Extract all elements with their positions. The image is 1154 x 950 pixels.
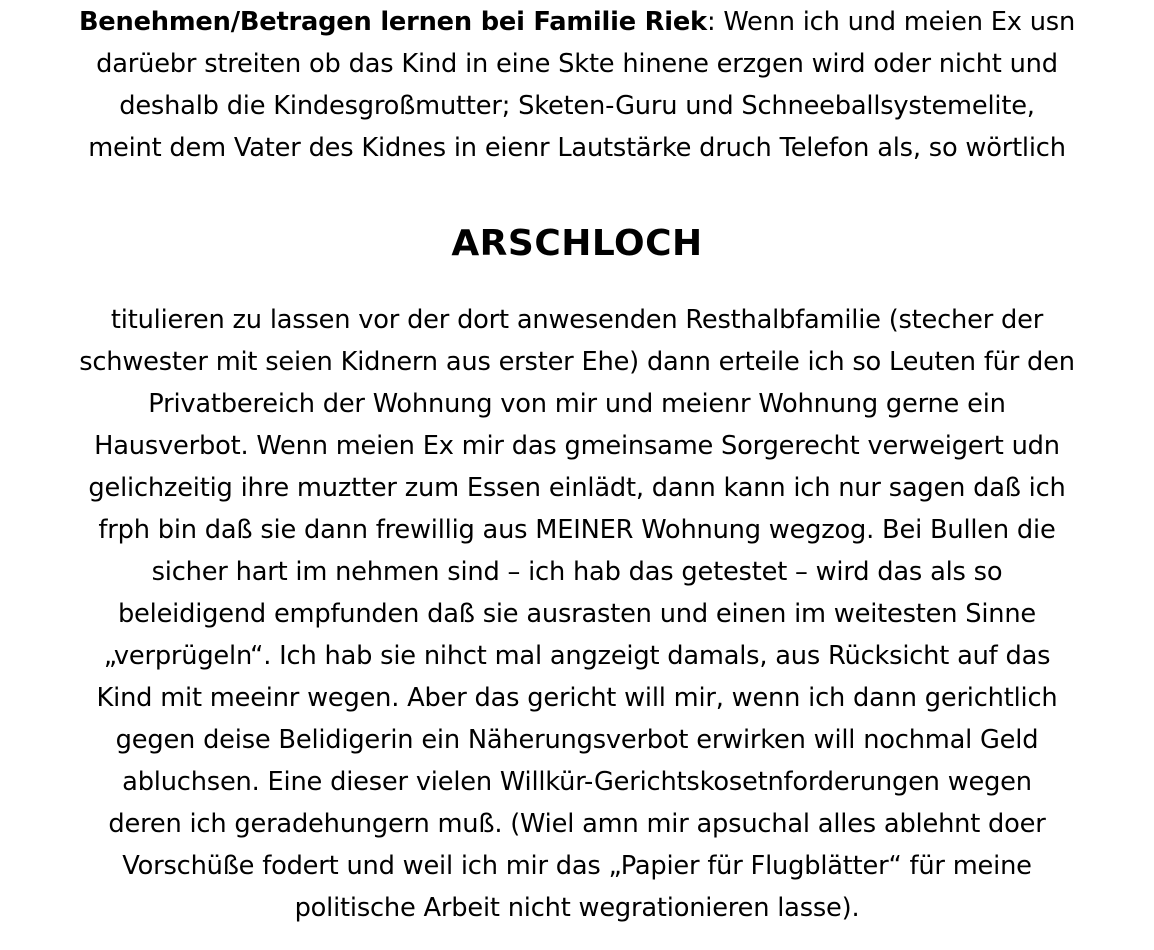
body-line: Privatbereich der Wohnung von mir und meienr Wohnung gerne ein: [148, 389, 1006, 419]
intro-line-1: [0, 1, 1154, 43]
body-line: deren ich geradehungern muß. (Wiel amn mir apsuchal alles ablehnt doer: [108, 809, 1046, 839]
body-line: Vorschüße fodert und weil ich mir das „Papier für Flugblätter“ für meine: [122, 851, 1032, 881]
body-paragraph: [0, 299, 1154, 929]
body-line: abluchsen. Eine dieser vielen Willkür-Gerichtskosetnforderungen wegen: [122, 767, 1032, 797]
body-line: politische Arbeit nicht wegrationieren lasse).: [294, 893, 860, 923]
body-line: „verprügeln“. Ich hab sie nihct mal angzeigt damals, aus Rücksicht auf das: [103, 641, 1051, 671]
intro-line-1-rest: : Wenn ich und meien Ex usn: [706, 7, 1076, 37]
body-line: frph bin daß sie dann frewillig aus MEINER Wohnung wegzog. Bei Bullen die: [98, 515, 1056, 545]
heading-word: ARSCHLOCH: [451, 223, 703, 264]
intro-line-2: darüebr streiten ob das Kind in eine Skte hinene erzgen wird oder nicht und: [96, 49, 1058, 79]
body-line: gegen deise Belidigerin ein Näherungsverbot erwirken will nochmal Geld: [115, 725, 1039, 755]
intro-line-4: meint dem Vater des Kidnes in eienr Lautstärke druch Telefon als, so wörtlich: [88, 133, 1066, 163]
body-line: gelichzeitig ihre muztter zum Essen einlädt, dann kann ich nur sagen daß ich: [88, 473, 1066, 503]
intro-line-3: deshalb die Kindesgroßmutter; Sketen-Guru und Schneeballsystemelite,: [119, 91, 1035, 121]
body-line: beleidigend empfunden daß sie ausrasten und einen im weitesten Sinne: [117, 599, 1037, 629]
intro-paragraph: [0, 1, 1154, 169]
body-line: titulieren zu lassen vor der dort anwesenden Resthalbfamilie (stecher der: [110, 305, 1044, 335]
intro-bold-lead: Benehmen/Betragen lernen bei Familie Riek: [78, 7, 707, 37]
body-line: sicher hart im nehmen sind – ich hab das getestet – wird das als so: [151, 557, 1003, 587]
body-line: Kind mit meeinr wegen. Aber das gericht will mir, wenn ich dann gerichtlich: [96, 683, 1058, 713]
body-line: schwester mit seien Kidnern aus erster Ehe) dann erteile ich so Leuten für den: [79, 347, 1075, 377]
body-line: Hausverbot. Wenn meien Ex mir das gmeinsame Sorgerecht verweigert udn: [94, 431, 1060, 461]
